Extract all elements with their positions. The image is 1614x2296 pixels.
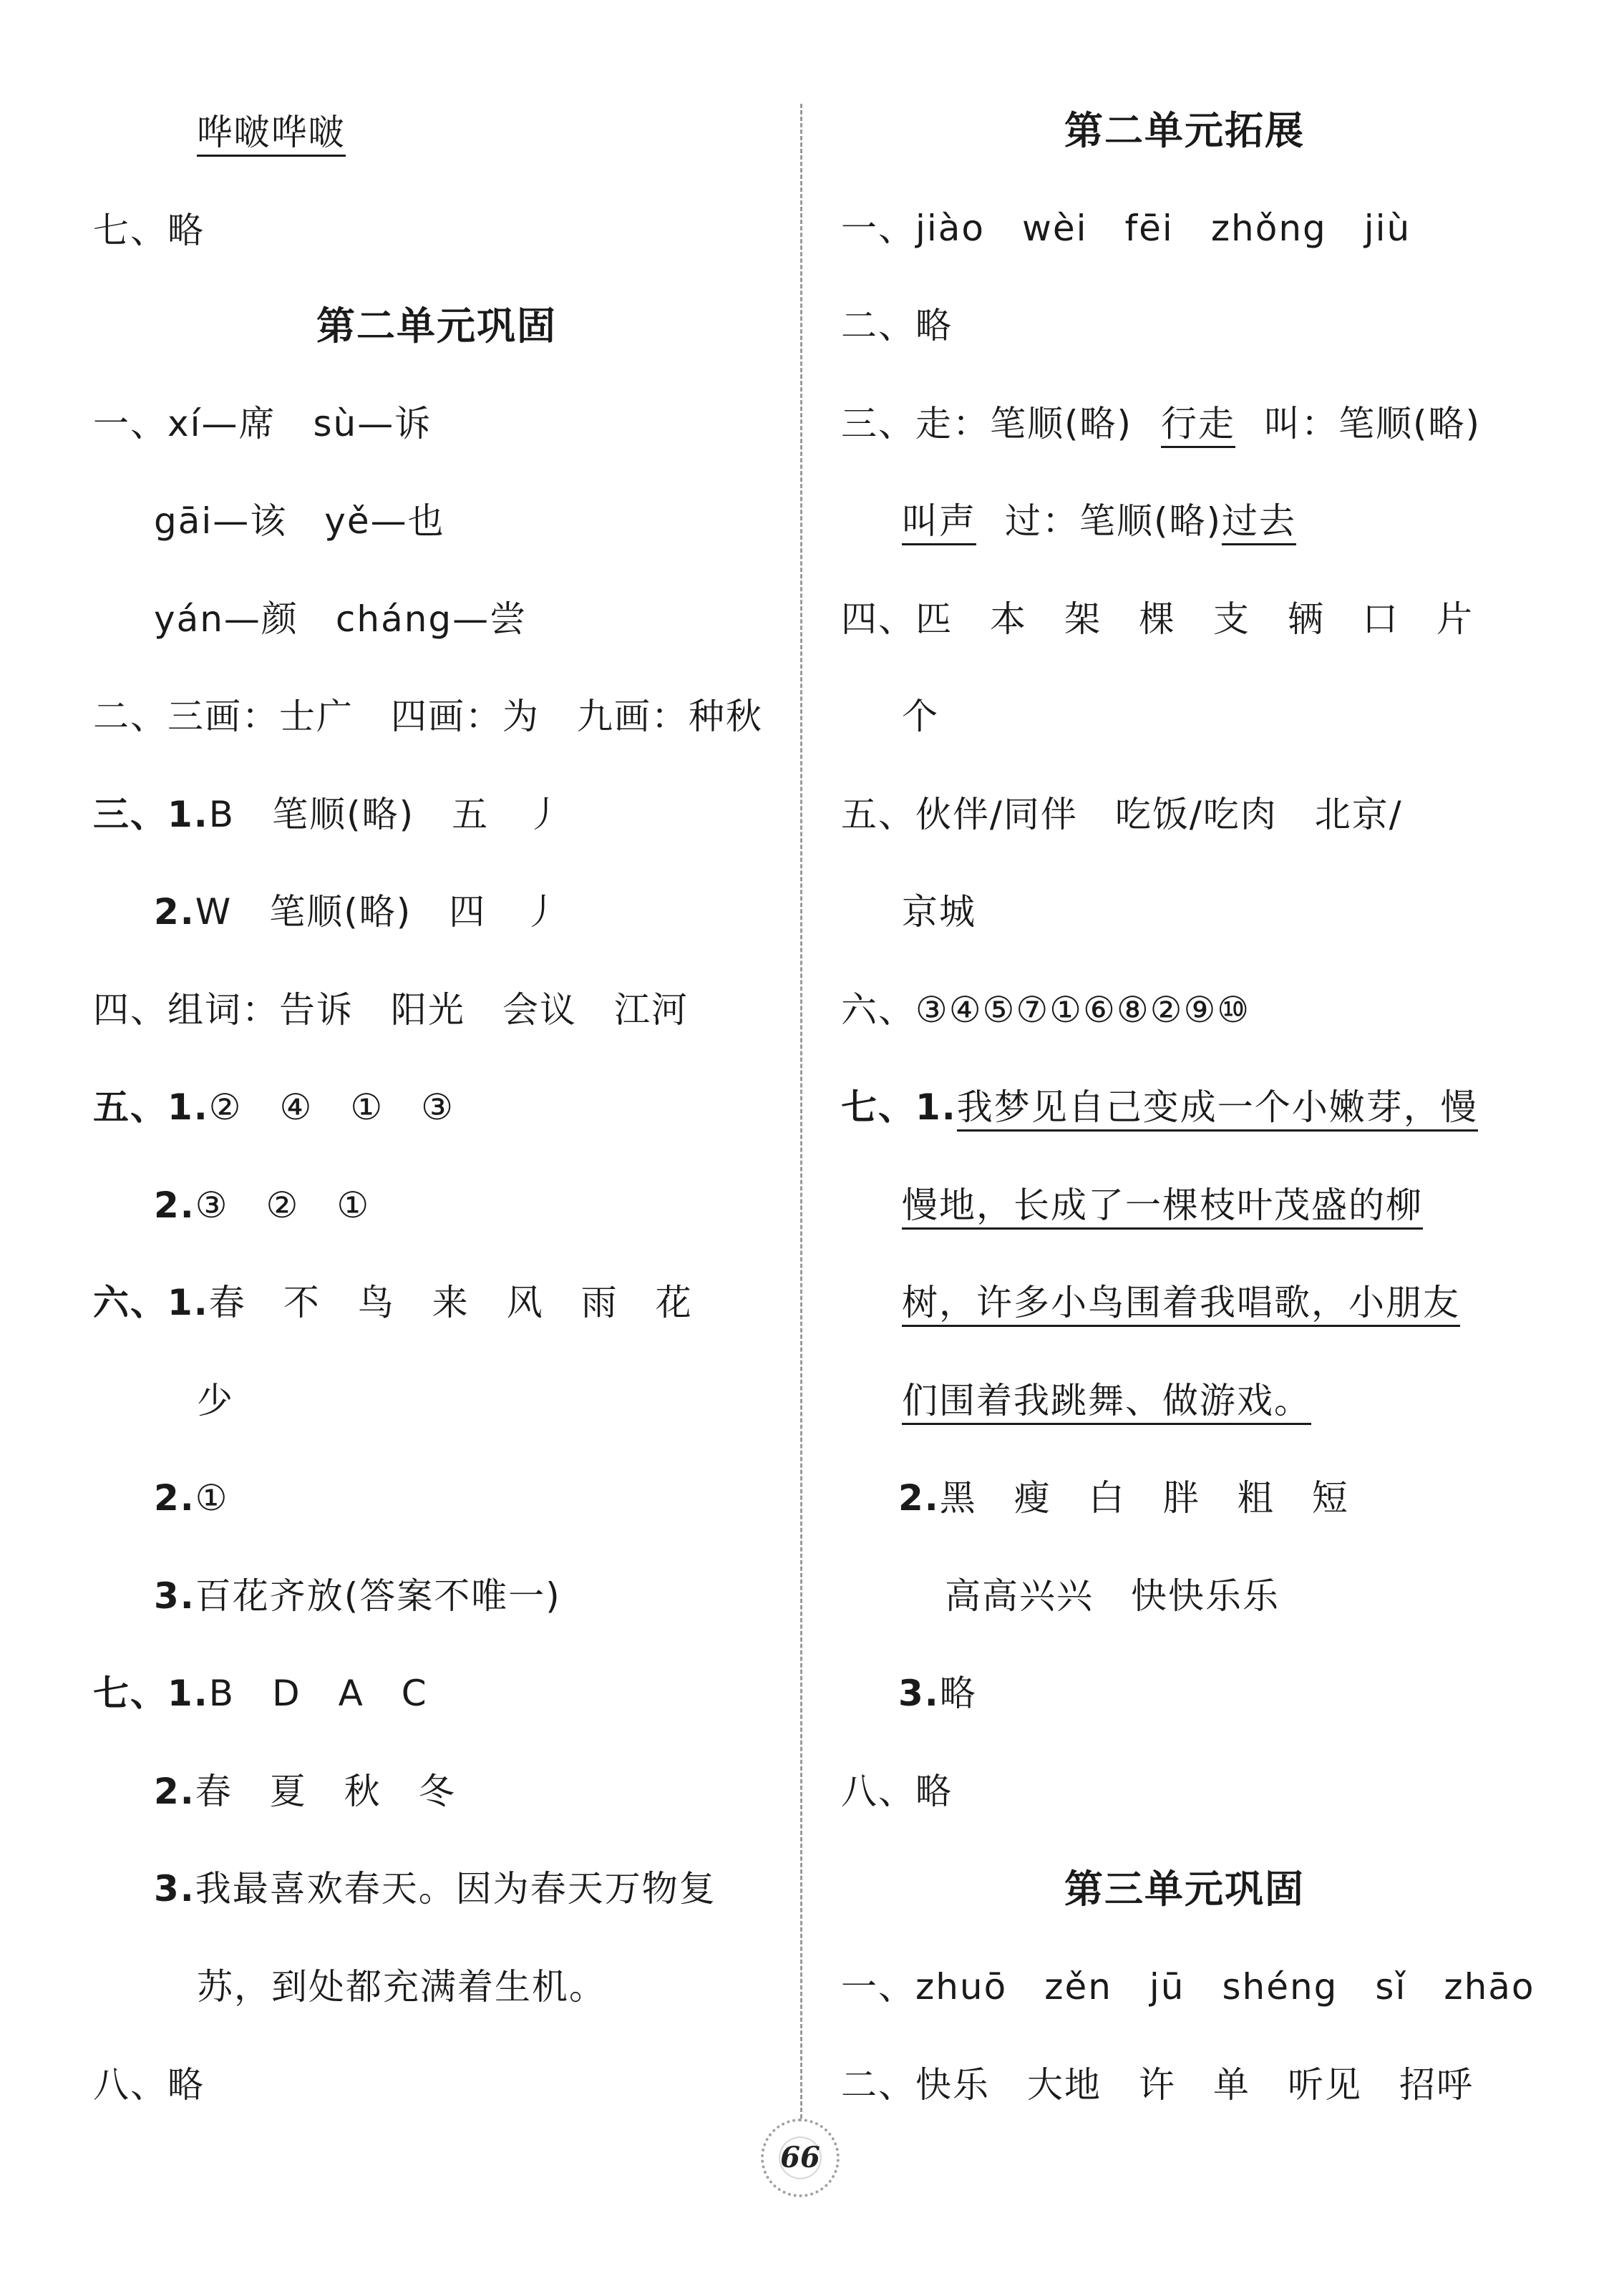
ext-q8-answer: 八、略 — [841, 1771, 953, 1812]
ext-q7-1-line3: 树，许多小鸟围着我唱歌，小朋友 — [902, 1278, 1460, 1328]
ext-q4-answer: 四、匹 本 架 棵 支 辆 口 片 — [841, 598, 1474, 640]
q6-2-answer: 2.① — [154, 1477, 229, 1519]
ext-q2-answer: 二、略 — [841, 305, 953, 346]
ext-q7-2-answer: 2.黑 瘦 白 胖 粗 短 — [898, 1477, 1349, 1519]
ext-q3-line2: 叫声 过：笔顺(略)过去 — [902, 496, 1296, 546]
section-title-unit3-review: 第三单元巩固 — [1064, 1866, 1305, 1912]
q3-2-answer: 2.W 笔顺(略) 四 丿 — [154, 891, 561, 933]
q4-answer: 四、组词：告诉 阳光 会议 江河 — [93, 989, 689, 1031]
page-number-badge — [761, 2119, 840, 2197]
ext-q3-line1: 三、走：笔顺(略) 行走 叫：笔顺(略) — [841, 399, 1481, 449]
ext-q7-1-line1: 七、1.我梦见自己变成一个小嫩芽，慢 — [841, 1082, 1478, 1132]
q6-3-answer: 3.百花齐放(答案不唯一) — [154, 1575, 561, 1617]
u3-q1-answer: 一、zhuō zěn jū shéng sǐ zhāo — [841, 1966, 1535, 2008]
ext-q7-1-line4: 们围着我跳舞、做游戏。 — [902, 1376, 1311, 1426]
q1-line3: yán—颜 cháng—尝 — [154, 598, 528, 640]
ext-q5-answer: 五、伙伴/同伴 吃饭/吃肉 北京/ — [841, 794, 1403, 835]
column-divider — [800, 104, 802, 2151]
ext-q7-2-answer-cont: 高高兴兴 快快乐乐 — [945, 1575, 1280, 1617]
onomatopoeia-answer: 哗啵哗啵 — [197, 107, 346, 157]
ext-q6-answer: 六、③④⑤⑦①⑥⑧②⑨⑩ — [841, 989, 1251, 1031]
q5-2-answer: 2.③ ② ① — [154, 1185, 371, 1226]
q7-3-answer-cont: 苏，到处都充满着生机。 — [197, 1966, 606, 2008]
page-number: 66 — [780, 2141, 820, 2174]
q2-answer: 二、三画：士广 四画：为 九画：种秋 — [93, 696, 763, 737]
ext-q5-answer-cont: 京城 — [902, 891, 976, 933]
q7-1-answer: 七、1.B D A C — [93, 1673, 428, 1714]
q7-2-answer: 2.春 夏 秋 冬 — [154, 1771, 456, 1812]
q8-answer: 八、略 — [93, 2064, 205, 2106]
q6-1-answer-cont: 少 — [197, 1380, 234, 1421]
ext-q7-1-line2: 慢地，长成了一棵枝叶茂盛的柳 — [902, 1180, 1423, 1230]
q1-line2: gāi—该 yě—也 — [154, 500, 445, 542]
q7-3-answer: 3.我最喜欢春天。因为春天万物复 — [154, 1868, 716, 1910]
ext-q1-answer: 一、jiào wèi fēi zhǒng jiù — [841, 208, 1411, 249]
q1-line1: 一、xí—席 sù—诉 — [93, 403, 432, 444]
left-column — [93, 0, 780, 2296]
q6-1-answer: 六、1.春 不 鸟 来 风 雨 花 — [93, 1282, 693, 1323]
u3-q2-answer: 二、快乐 大地 许 单 听见 招呼 — [841, 2064, 1474, 2106]
right-column — [841, 0, 1535, 2296]
ext-q4-answer-cont: 个 — [902, 696, 939, 737]
q7-answer: 七、略 — [93, 210, 205, 251]
ext-q7-3-answer: 3.略 — [898, 1673, 977, 1714]
section-title-unit2-review: 第二单元巩固 — [316, 303, 557, 349]
q5-1-answer: 五、1.② ④ ① ③ — [93, 1086, 455, 1128]
section-title-unit2-extension: 第二单元拓展 — [1064, 107, 1305, 153]
q3-1-answer: 三、1.B 笔顺(略) 五 丿 — [93, 794, 564, 835]
